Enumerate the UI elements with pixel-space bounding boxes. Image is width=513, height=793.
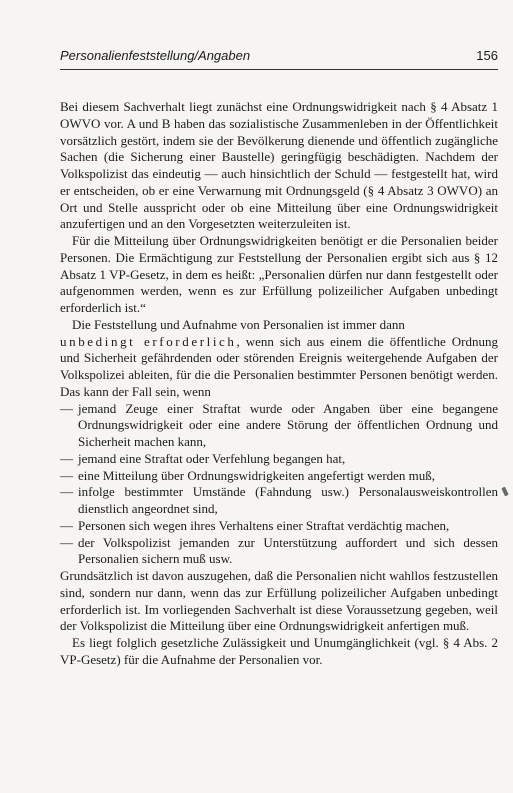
list-item-text: jemand Zeuge einer Straftat wurde oder Angaben über eine begangene Ordnungswidrigkeit oder eine andere Störung der öffentlichen Ordnung und Sicherheit machen kann,	[78, 400, 498, 449]
paragraph: Bei diesem Sachverhalt liegt zunächst eine Ordnungswidrigkeit nach § 4 Absatz 1 OWVO vor. A und B haben das sozialistische Zusammenleben in der Öffentlichkeit vorsätzlich gestört, indem sie der Bevölkerung dienende und öffentlich zugängliche Sachen (die Sicherung einer Baustelle) geringfügig beschädigten. Nachdem der Volkspolizist das eindeutig — auch hinsichtlich der Schuld — festgestellt hat, wird er entscheiden, ob er eine Verwarnung mit Ordnungsgeld (§ 4 Absatz 3 OWVO) an Ort und Stelle ausspricht oder ob eine Mitteilung über eine Ordnungswidrigkeit anzufertigen und an den Vorgesetzten weiterzuleiten ist.	[60, 99, 498, 232]
list-item-text: Personen sich wegen ihres Verhaltens einer Straftat verdächtig machen,	[78, 517, 450, 533]
list-item	[60, 484, 498, 518]
list-item-text: infolge bestimmter Umstände (Fahndung usw.) Personalausweiskontrollen dienstlich angeordnet sind,	[78, 484, 498, 516]
margin-ink-mark	[501, 487, 508, 497]
list-item-text: jemand eine Straftat oder Verfehlung begangen hat,	[78, 450, 346, 466]
paragraph: Es liegt folglich gesetzliche Zulässigkeit und Unumgänglichkeit (vgl. § 4 Abs. 2 VP-Gesetz) für die Aufnahme der Personalien vor.	[60, 635, 498, 667]
dash-bullet: —	[60, 517, 73, 533]
paragraph-text: Die Feststellung und Aufnahme von Personalien ist immer dann	[72, 316, 405, 332]
book-page	[60, 48, 498, 669]
dash-bullet: —	[60, 534, 73, 550]
list-item	[60, 401, 498, 451]
list-item	[60, 535, 498, 569]
list-item-text: eine Mitteilung über Ordnungswidrigkeiten angefertigt werden muß,	[78, 467, 436, 483]
body-text	[60, 99, 498, 669]
paragraph: Grundsätzlich ist davon auszugehen, daß die Personalien nicht wahllos festzustellen sind, sondern nur dann, wenn das zur Erfüllung polizeilicher Aufgaben unbedingt erforderlich ist. Im vorliegenden Sachverhalt ist diese Voraussetzung gegeben, weil der Volkspolizist die Mitteilung über eine Ordnungswidrigkeit anfertigen muß.	[60, 568, 498, 634]
paragraph-text: , wenn sich aus einem die öffentliche Ordnung und Sicherheit gefährdenden oder störenden Ereignis weitergehende Aufgaben der Volkspolizei ableiten, für die die Personalien bestimmter Personen benötigt werden. Das kann der Fall sein, wenn	[60, 333, 498, 399]
paragraph	[60, 317, 498, 401]
running-header	[60, 48, 498, 70]
emphasized-text: unbedingt erforderlich	[60, 333, 237, 349]
dash-bullet: —	[60, 484, 73, 500]
dash-bullet: —	[60, 400, 73, 416]
dash-bullet: —	[60, 450, 73, 466]
dash-bullet: —	[60, 467, 73, 483]
list-item	[60, 518, 498, 535]
list-item-text: der Volkspolizist jemanden zur Unterstützung auffordert und sich dessen Personalien sichern muß usw.	[78, 534, 498, 567]
list-item	[60, 468, 498, 485]
list-item	[60, 451, 498, 468]
page-number: 156	[476, 48, 498, 63]
condition-list	[60, 401, 498, 569]
running-title: Personalienfeststellung/Angaben	[60, 48, 251, 63]
paragraph: Für die Mitteilung über Ordnungswidrigkeiten benötigt er die Personalien beider Personen. Die Ermächtigung zur Feststellung der Personalien ergibt sich aus § 12 Absatz 1 VP-Gesetz, in dem es heißt: „Personalien dürfen nur dann festgestellt oder aufgenommen werden, wenn es zur Erfüllung polizeilicher Aufgaben unbedingt erforderlich ist.“	[60, 233, 498, 315]
